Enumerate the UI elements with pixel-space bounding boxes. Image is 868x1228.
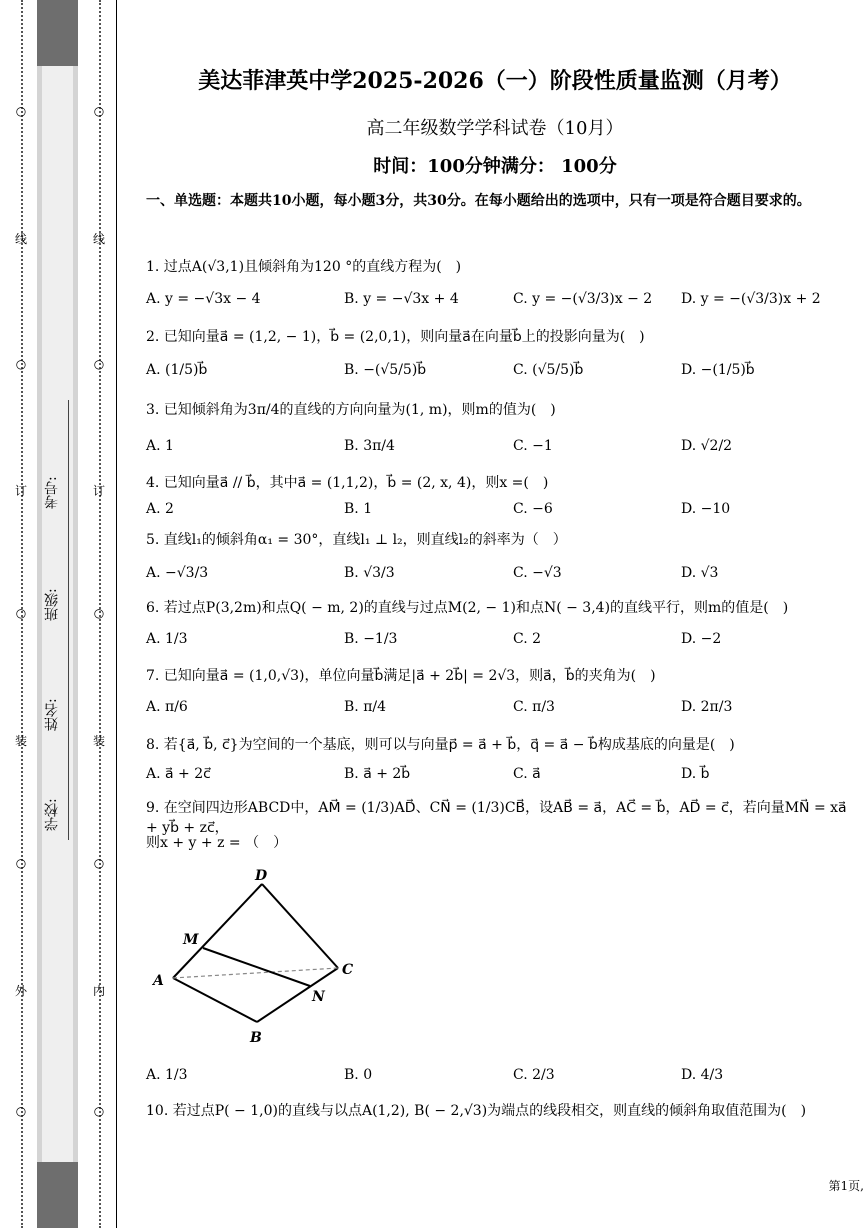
inner-label-order: 订 bbox=[92, 484, 105, 498]
exam-subtitle: 高二年级数学学科试卷（10月） bbox=[366, 118, 624, 139]
q4-option-a: A. 2 bbox=[146, 501, 174, 517]
margin-border bbox=[116, 0, 117, 1228]
question-6: 6. 若过点P(3,2m)和点Q( − m, 2)的直线与过点M(2, − 1)和点N( − 3,4)的直线平行，则m的值是( ) bbox=[146, 600, 789, 616]
section-instructions: 一、单选题：本题共10小题，每小题3分，共30分。在每小题给出的选项中，只有一项是符合题目要求的。 bbox=[146, 193, 811, 209]
page-number: 第1页, bbox=[828, 1179, 864, 1193]
question-5: 5. 直线l₁的倾斜角α₁ = 30°，直线l₁ ⊥ l₂，则直线l₂的斜率为（ ） bbox=[146, 532, 567, 548]
inner-label-inside: 内 bbox=[92, 984, 105, 998]
q1-option-d: D. y = −(√3/3)x + 2 bbox=[681, 291, 821, 307]
q5-option-d: D. √3 bbox=[681, 565, 719, 581]
q8-option-b: B. a⃗ + 2b⃗ bbox=[344, 766, 411, 782]
q2-option-c: C. (√5/5)b⃗ bbox=[513, 362, 584, 378]
q9-option-b: B. 0 bbox=[344, 1067, 373, 1083]
q5-option-b: B. √3/3 bbox=[344, 565, 395, 581]
question-7: 7. 已知向量a⃗ = (1,0,√3)，单位向量b⃗满足|a⃗ + 2b⃗| = 2√3，则a⃗，b⃗的夹角为( ) bbox=[146, 668, 656, 684]
q1-option-a: A. y = −√3x − 4 bbox=[146, 291, 261, 307]
q3-option-a: A. 1 bbox=[146, 438, 174, 454]
label-M: M bbox=[183, 932, 199, 948]
field-number-label: 考号: bbox=[44, 476, 60, 510]
question-2: 2. 已知向量a⃗ = (1,2, − 1)，b⃗ = (2,0,1)，则向量a⃗在向量b⃗上的投影向量为( ) bbox=[146, 329, 645, 345]
question-4: 4. 已知向量a⃗ // b⃗，其中a⃗ = (1,1,2)，b⃗ = (2, x, 4)，则x =( ) bbox=[146, 475, 549, 491]
edge-AC-hidden bbox=[173, 968, 338, 978]
question-9-line2: 则x + y + z = （ ） bbox=[146, 835, 288, 851]
q5-option-a: A. −√3/3 bbox=[146, 565, 209, 581]
field-lines bbox=[68, 400, 69, 840]
outer-label-line: 线 bbox=[14, 232, 27, 246]
q2-option-a: A. (1/5)b⃗ bbox=[146, 362, 208, 378]
label-D: D bbox=[255, 868, 268, 884]
q8-option-d: D. b⃗ bbox=[681, 766, 710, 782]
q2-option-b: B. −(√5/5)b⃗ bbox=[344, 362, 427, 378]
label-N: N bbox=[312, 989, 325, 1005]
question-9: 9. 在空间四边形ABCD中，AM⃗ = (1/3)AD⃗、CN⃗ = (1/3)CB⃗，设AB⃗ = a⃗，AC⃗ = b⃗，AD⃗ = c⃗，若向量MN⃗ = xa⃗ + yb⃗ + zc⃗， bbox=[146, 800, 847, 836]
label-B: B bbox=[250, 1030, 262, 1046]
q8-option-c: C. a⃗ bbox=[513, 766, 541, 782]
q3-option-c: C. −1 bbox=[513, 438, 553, 454]
q7-option-b: B. π/4 bbox=[344, 699, 387, 715]
tetrahedron-figure bbox=[150, 862, 365, 1052]
segment-MN bbox=[203, 948, 310, 986]
inner-label-line: 线 bbox=[92, 232, 105, 246]
edge-DC bbox=[262, 884, 338, 968]
q7-option-d: D. 2π/3 bbox=[681, 699, 733, 715]
q6-option-c: C. 2 bbox=[513, 631, 542, 647]
outer-label-order: 订 bbox=[14, 484, 27, 498]
strip-bottom-block bbox=[37, 1162, 78, 1228]
q1-option-b: B. y = −√3x + 4 bbox=[344, 291, 459, 307]
question-10: 10. 若过点P( − 1,0)的直线与以点A(1,2), B( − 2,√3)为端点的线段相交，则直线的倾斜角取值范围为( ) bbox=[146, 1103, 807, 1119]
exam-time-info: 时间：100分钟满分： 100分 bbox=[373, 156, 617, 177]
exam-title: 美达菲津英中学2025-2026（一）阶段性质量监测（月考） bbox=[198, 68, 792, 94]
question-8: 8. 若{a⃗, b⃗, c⃗}为空间的一个基底，则可以与向量p⃗ = a⃗ + b⃗，q⃗ = a⃗ − b⃗构成基底的向量是( ) bbox=[146, 737, 735, 753]
q9-option-c: C. 2/3 bbox=[513, 1067, 555, 1083]
q6-option-a: A. 1/3 bbox=[146, 631, 188, 647]
q9-option-a: A. 1/3 bbox=[146, 1067, 188, 1083]
field-class-label: 班级: bbox=[44, 588, 60, 622]
q3-option-d: D. √2/2 bbox=[681, 438, 733, 454]
edge-BC bbox=[257, 968, 338, 1022]
inner-marks: ○ ○ ○ ○ ○ 线 订 装 内 bbox=[89, 0, 109, 1228]
q8-option-a: A. a⃗ + 2c⃗ bbox=[146, 766, 211, 782]
q9-option-d: D. 4/3 bbox=[681, 1067, 724, 1083]
q7-option-c: C. π/3 bbox=[513, 699, 555, 715]
question-3: 3. 已知倾斜角为3π/4的直线的方向向量为(1, m)，则m的值为( ) bbox=[146, 402, 556, 418]
outer-label-outside: 外 bbox=[14, 984, 27, 998]
strip-top-block bbox=[37, 0, 78, 66]
field-school-label: 学校: bbox=[44, 798, 60, 832]
edge-AB bbox=[173, 978, 257, 1022]
label-A: A bbox=[153, 973, 164, 989]
q4-option-c: C. −6 bbox=[513, 501, 553, 517]
question-1: 1. 过点A(√3,1)且倾斜角为120 °的直线方程为( ) bbox=[146, 259, 462, 275]
outer-marks: ○ ○ ○ ○ ○ 线 订 装 外 bbox=[11, 0, 31, 1228]
q6-option-d: D. −2 bbox=[681, 631, 722, 647]
q5-option-c: C. −√3 bbox=[513, 565, 562, 581]
label-C: C bbox=[342, 962, 354, 978]
q3-option-b: B. 3π/4 bbox=[344, 438, 395, 454]
q4-option-b: B. 1 bbox=[344, 501, 373, 517]
q4-option-d: D. −10 bbox=[681, 501, 731, 517]
outer-label-bind: 装 bbox=[14, 734, 27, 748]
inner-label-bind: 装 bbox=[92, 734, 105, 748]
field-name-label: 姓名: bbox=[44, 698, 60, 732]
q6-option-b: B. −1/3 bbox=[344, 631, 398, 647]
q1-option-c: C. y = −(√3/3)x − 2 bbox=[513, 291, 653, 307]
q7-option-a: A. π/6 bbox=[146, 699, 188, 715]
q2-option-d: D. −(1/5)b⃗ bbox=[681, 362, 755, 378]
